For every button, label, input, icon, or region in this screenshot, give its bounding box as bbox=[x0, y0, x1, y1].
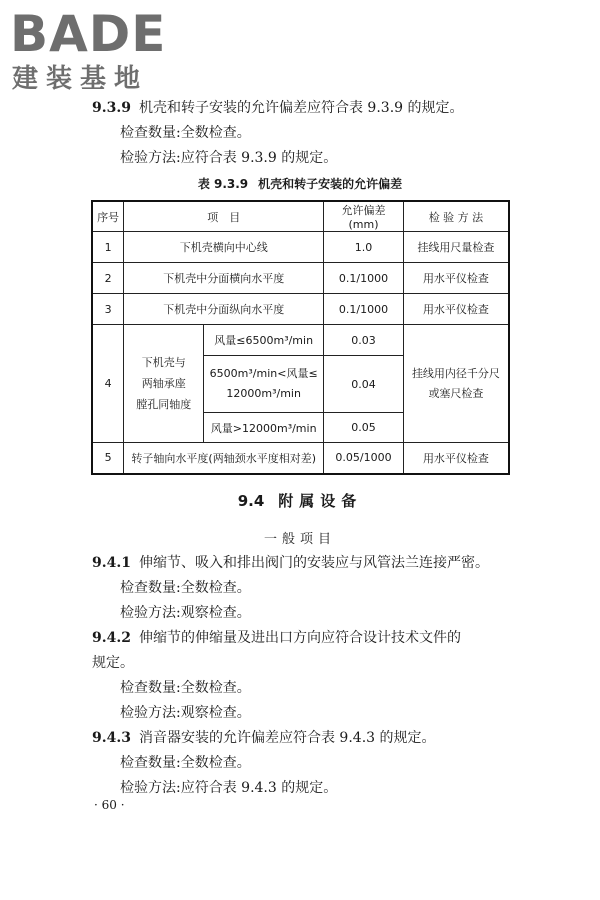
cell-tolerance: 0.05 bbox=[324, 413, 404, 443]
clause-9-4-1 bbox=[92, 553, 489, 573]
logo-brand-text: BADE bbox=[10, 5, 167, 63]
header-seq: 序号 bbox=[92, 201, 124, 232]
logo-subtitle: 建装基地 bbox=[12, 64, 149, 94]
header-tolerance: 允许偏差(mm) bbox=[324, 201, 404, 232]
check-quantity: 检查数量:全数检查。 bbox=[120, 755, 251, 771]
cell-seq: 3 bbox=[92, 294, 124, 325]
page-number: · 60 · bbox=[94, 798, 125, 812]
cell-tolerance: 1.0 bbox=[324, 232, 404, 263]
section-title bbox=[0, 490, 600, 511]
cell-method: 用水平仪检查 bbox=[403, 443, 509, 474]
cell-item: 下机壳与 两轴承座 膛孔同轴度 bbox=[124, 325, 204, 443]
cell-condition: 风量≤6500m³/min bbox=[204, 325, 324, 356]
clause-text: 伸缩节、吸入和排出阀门的安装应与风管法兰连接严密。 bbox=[138, 555, 489, 571]
clause-9-3-9 bbox=[92, 98, 464, 118]
clause-number: 9.3.9 bbox=[92, 100, 131, 116]
check-quantity: 检查数量:全数检查。 bbox=[120, 580, 251, 596]
check-method: 检验方法:应符合表 9.4.3 的规定。 bbox=[120, 780, 338, 796]
cell-tolerance: 0.05/1000 bbox=[324, 443, 404, 474]
cell-seq: 1 bbox=[92, 232, 124, 263]
clause-text: 机壳和转子安装的允许偏差应符合表 9.3.9 的规定。 bbox=[138, 100, 464, 116]
cell-tolerance: 0.04 bbox=[324, 356, 404, 413]
clause-number: 9.4.1 bbox=[92, 555, 131, 571]
check-quantity: 检查数量:全数检查。 bbox=[120, 680, 251, 696]
cell-condition: 6500m³/min<风量≤ 12000m³/min bbox=[204, 356, 324, 413]
table-caption-title: 机壳和转子安装的允许偏差 bbox=[258, 177, 403, 191]
cell-item: 下机壳横向中心线 bbox=[124, 232, 324, 263]
cell-condition: 风量>12000m³/min bbox=[204, 413, 324, 443]
clause-9-4-3 bbox=[92, 728, 436, 748]
table-row bbox=[92, 443, 509, 474]
cell-seq: 2 bbox=[92, 263, 124, 294]
cell-method: 用水平仪检查 bbox=[403, 294, 509, 325]
check-method: 检验方法:观察检查。 bbox=[120, 605, 251, 621]
table-caption-number: 表 9.3.9 bbox=[197, 177, 249, 191]
table-row bbox=[92, 325, 509, 356]
table-row bbox=[92, 263, 509, 294]
table-row bbox=[92, 232, 509, 263]
cell-method: 挂线用内径千分尺 或塞尺检查 bbox=[403, 325, 509, 443]
cell-method: 挂线用尺量检查 bbox=[403, 232, 509, 263]
cell-tolerance: 0.1/1000 bbox=[324, 294, 404, 325]
brand-logo bbox=[8, 6, 178, 96]
tolerance-table bbox=[91, 200, 510, 475]
table-header-row bbox=[92, 201, 509, 232]
check-method: 检验方法:观察检查。 bbox=[120, 705, 251, 721]
cell-item: 下机壳中分面横向水平度 bbox=[124, 263, 324, 294]
cell-seq: 5 bbox=[92, 443, 124, 474]
check-method: 检验方法:应符合表 9.3.9 的规定。 bbox=[120, 150, 338, 166]
cell-tolerance: 0.03 bbox=[324, 325, 404, 356]
table-caption bbox=[0, 175, 600, 192]
clause-number: 9.4.2 bbox=[92, 630, 131, 646]
cell-item: 转子轴向水平度(两轴颈水平度相对差) bbox=[124, 443, 324, 474]
clause-continuation: 规定。 bbox=[92, 655, 134, 671]
cell-method: 用水平仪检查 bbox=[403, 263, 509, 294]
header-method: 检 验 方 法 bbox=[403, 201, 509, 232]
clause-text: 伸缩节的伸缩量及进出口方向应符合设计技术文件的 bbox=[138, 630, 461, 646]
clause-9-4-2 bbox=[92, 628, 461, 648]
section-title-text: 附属设备 bbox=[278, 492, 363, 510]
cell-tolerance: 0.1/1000 bbox=[324, 263, 404, 294]
check-quantity: 检查数量:全数检查。 bbox=[120, 125, 251, 141]
clause-text: 消音器安装的允许偏差应符合表 9.4.3 的规定。 bbox=[138, 730, 436, 746]
cell-seq: 4 bbox=[92, 325, 124, 443]
header-item: 项 目 bbox=[124, 201, 324, 232]
section-number: 9.4 bbox=[237, 492, 265, 510]
subsection-title: 一般项目 bbox=[263, 532, 336, 547]
clause-number: 9.4.3 bbox=[92, 730, 131, 746]
table-row bbox=[92, 294, 509, 325]
cell-item: 下机壳中分面纵向水平度 bbox=[124, 294, 324, 325]
